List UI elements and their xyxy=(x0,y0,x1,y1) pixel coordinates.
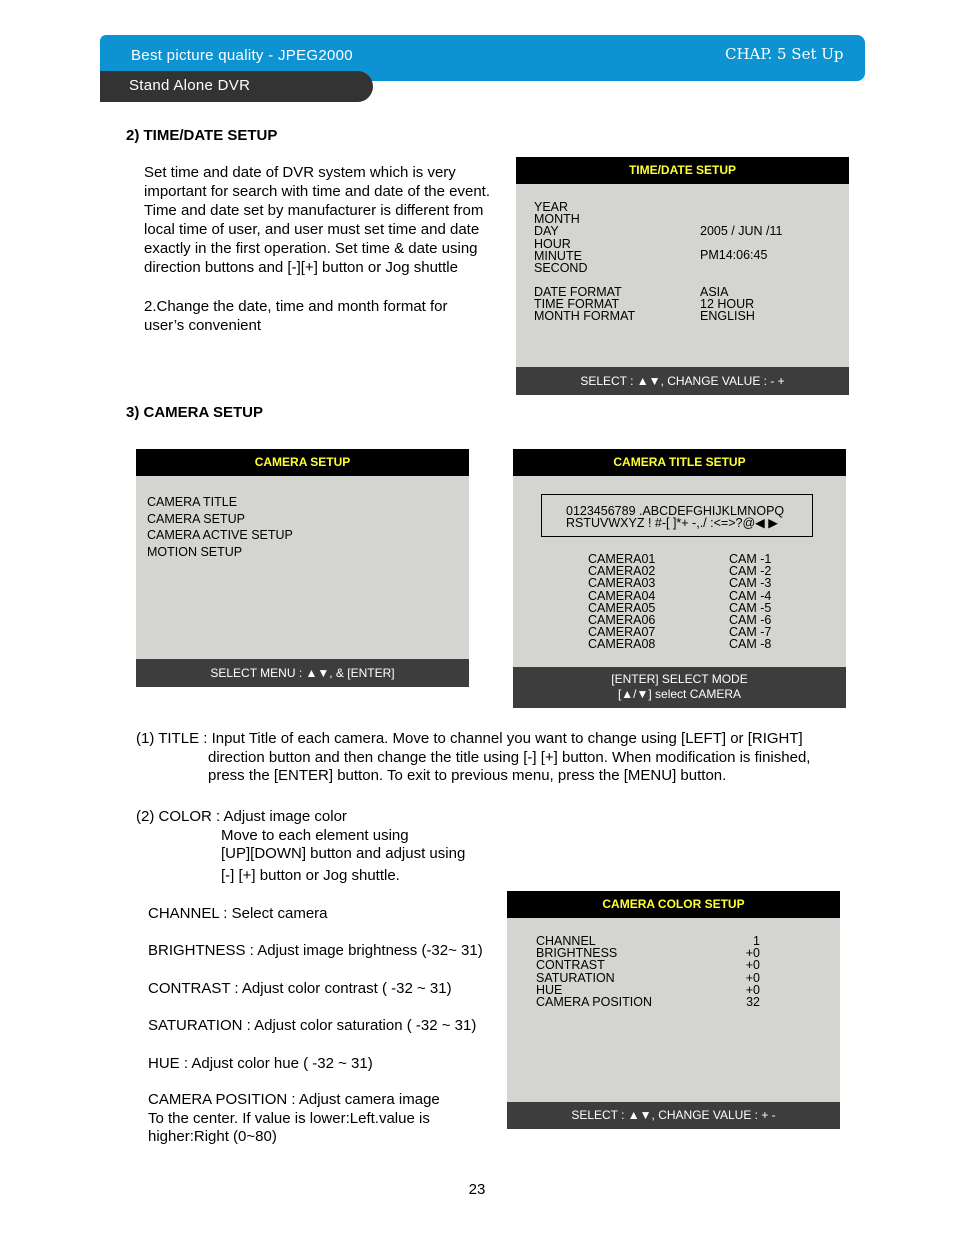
label-month: MONTH xyxy=(534,212,580,227)
camera-setup-heading: 3) CAMERA SETUP xyxy=(126,404,263,421)
value-time-format: 12 HOUR xyxy=(700,297,755,312)
value-brightness: +0 xyxy=(745,946,760,961)
screen-footer: SELECT MENU : ▲▼, & [ENTER] xyxy=(136,659,469,687)
value-contrast: +0 xyxy=(745,958,760,973)
value-channel: 1 xyxy=(753,934,760,948)
camera-title-value: CAM -3 xyxy=(729,576,772,591)
chapter-label: CHAP. 5 Set Up xyxy=(725,45,844,63)
camera-name-list xyxy=(588,553,655,651)
label-minute: MINUTE xyxy=(534,248,582,263)
text-line: user’s convenient xyxy=(144,317,262,334)
time-date-labels xyxy=(534,201,587,274)
label-second: SECOND xyxy=(534,260,588,275)
camera-list-item[interactable]: CAMERA03 xyxy=(588,576,656,591)
value-month-format: ENGLISH xyxy=(700,309,755,324)
screen-title: CAMERA TITLE SETUP xyxy=(513,449,846,476)
text-line: local time of user, and user must set time and date xyxy=(144,221,480,238)
screen-footer: SELECT : ▲▼, CHANGE VALUE : - + xyxy=(516,367,849,395)
camera-title-value: CAM -7 xyxy=(729,625,772,640)
value-date-format: ASIA xyxy=(700,285,729,299)
color-item-contrast: CONTRAST : Adjust color contrast ( -32 ~ 31) xyxy=(148,980,452,997)
label-hue: HUE xyxy=(536,982,563,997)
title-desc-line-2: direction button and then change the title using [-] [+] button. When modification is finished, xyxy=(208,749,811,766)
value-camera-position: 32 xyxy=(746,994,760,1009)
label-hour: HOUR xyxy=(534,236,571,251)
text-line: exactly in the first operation. Set time & date using xyxy=(144,240,478,257)
camera-list-item[interactable]: CAMERA05 xyxy=(588,600,656,615)
camera-list-item[interactable]: CAMERA01 xyxy=(588,552,656,566)
menu-item-camera-title[interactable]: CAMERA TITLE xyxy=(147,495,238,509)
text-line: To the center. If value is lower:Left.value is xyxy=(148,1109,430,1127)
label-time-format: TIME FORMAT xyxy=(534,297,620,312)
menu-item-motion-setup[interactable]: MOTION SETUP xyxy=(147,544,243,559)
time-date-paragraph xyxy=(144,163,514,335)
camera-title-value: CAM -4 xyxy=(729,588,772,603)
text-line: important for search with time and date of the event. xyxy=(144,183,491,200)
color-item-brightness: BRIGHTNESS : Adjust image brightness (-32~ 31) xyxy=(148,942,483,959)
text-line: 2.Change the date, time and month format for xyxy=(144,298,448,315)
screen-footer xyxy=(513,667,846,708)
screen-footer: SELECT : ▲▼, CHANGE VALUE : + - xyxy=(507,1102,840,1129)
color-item-saturation: SATURATION : Adjust color saturation ( -32 ~ 31) xyxy=(148,1017,477,1034)
charset-line-1: 0123456789 .ABCDEFGHIJKLMNOPQ xyxy=(566,504,785,518)
label-contrast: CONTRAST xyxy=(536,958,605,973)
camera-setup-menu xyxy=(147,494,293,560)
camera-title-value: CAM -5 xyxy=(729,600,772,615)
time-value: PM14:06:45 xyxy=(700,248,768,262)
text-line: CAMERA POSITION : Adjust camera image xyxy=(148,1091,440,1108)
camera-title-screen xyxy=(513,449,846,708)
footer-line-2: [▲/▼] select CAMERA xyxy=(617,687,742,701)
character-picker[interactable] xyxy=(541,494,813,537)
label-month-format: MONTH FORMAT xyxy=(534,309,636,324)
text-line: Time and date set by manufacturer is different from xyxy=(144,202,484,219)
camera-title-value: CAM -1 xyxy=(729,552,772,566)
label-camera-position: CAMERA POSITION xyxy=(536,994,652,1009)
title-desc-line-1: (1) TITLE : Input Title of each camera. Move to channel you want to change using [LEFT] or [RIGHT] xyxy=(136,730,803,747)
camera-color-screen xyxy=(507,891,840,1129)
page-number: 23 xyxy=(468,1181,486,1198)
label-channel: CHANNEL xyxy=(536,934,596,948)
color-desc-line-2: Move to each element using xyxy=(221,827,409,844)
screen-title: CAMERA SETUP xyxy=(136,449,469,476)
format-values xyxy=(700,286,755,323)
header-subtitle: Stand Alone DVR xyxy=(129,77,251,94)
camera-list-item[interactable]: CAMERA04 xyxy=(588,588,656,603)
label-year: YEAR xyxy=(534,200,569,214)
camera-list-item[interactable]: CAMERA07 xyxy=(588,625,656,640)
value-saturation: +0 xyxy=(745,970,760,985)
label-day: DAY xyxy=(534,224,559,239)
color-labels xyxy=(536,935,652,1008)
screen-title: TIME/DATE SETUP xyxy=(516,157,849,184)
camera-title-list xyxy=(729,553,771,651)
label-brightness: BRIGHTNESS xyxy=(536,946,618,961)
camera-list-item[interactable]: CAMERA06 xyxy=(588,612,656,627)
format-labels xyxy=(534,286,635,323)
color-item-hue: HUE : Adjust color hue ( -32 ~ 31) xyxy=(148,1055,373,1072)
camera-title-value: CAM -6 xyxy=(729,612,772,627)
camera-title-value: CAM -8 xyxy=(729,637,772,652)
menu-item-camera-active-setup[interactable]: CAMERA ACTIVE SETUP xyxy=(147,528,293,542)
screen-title: CAMERA COLOR SETUP xyxy=(507,891,840,918)
color-desc-line-4: [-] [+] button or Jog shuttle. xyxy=(221,867,400,884)
header-title: Best picture quality - JPEG2000 xyxy=(131,47,353,64)
color-item-channel: CHANNEL : Select camera xyxy=(148,905,328,922)
camera-setup-screen xyxy=(136,449,469,687)
color-desc-line-1: (2) COLOR : Adjust image color xyxy=(136,808,347,825)
date-value: 2005 / JUN /11 xyxy=(700,224,783,238)
color-item-camera-position xyxy=(148,1091,440,1147)
label-saturation: SATURATION xyxy=(536,970,615,985)
camera-list-item[interactable]: CAMERA08 xyxy=(588,637,656,652)
text-line: higher:Right (0~80) xyxy=(148,1128,277,1145)
camera-title-value: CAM -2 xyxy=(729,564,772,579)
charset-line-2: RSTUVWXYZ ! #-[ ]*+ -,./ :<=>?@◀ ▶ xyxy=(566,516,778,530)
title-desc-line-3: press the [ENTER] button. To exit to previous menu, press the [MENU] button. xyxy=(208,767,727,784)
footer-line-1: [ENTER] SELECT MODE xyxy=(611,672,748,686)
time-date-heading: 2) TIME/DATE SETUP xyxy=(126,127,278,144)
value-hue: +0 xyxy=(745,982,760,997)
text-line: direction buttons and [-][+] button or Jog shuttle xyxy=(144,259,458,276)
color-values xyxy=(707,935,760,1008)
menu-item-camera-setup[interactable]: CAMERA SETUP xyxy=(147,511,245,526)
label-date-format: DATE FORMAT xyxy=(534,285,622,299)
camera-list-item[interactable]: CAMERA02 xyxy=(588,564,656,579)
text-line: Set time and date of DVR system which is very xyxy=(144,164,456,181)
color-desc-line-3: [UP][DOWN] button and adjust using xyxy=(221,845,466,862)
time-date-screen xyxy=(516,157,849,395)
